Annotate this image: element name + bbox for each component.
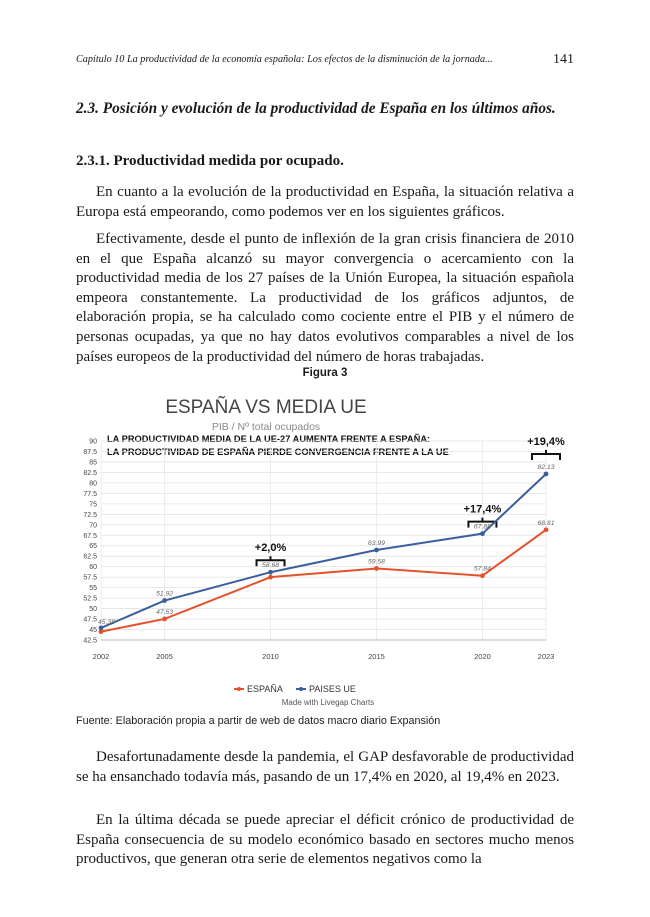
page-number: 141 [553,52,574,67]
data-label: 51.92 [156,590,174,598]
gap-label: +2,0% [254,542,287,555]
series-line [101,474,546,628]
y-tick-label: 45 [89,627,97,635]
data-point [162,598,167,603]
annotation-line: LA PRODUCTIVIDAD MEDIA DE LA UE-27 AUMENTA FRENTE A ESPAÑA: [107,434,431,444]
subsection-title: 2.3.1. Productividad medida por ocupado. [76,153,344,169]
y-tick-label: 50 [89,606,97,614]
data-point [268,575,273,580]
figure-source: Fuente: Elaboración propia a partir de web de datos macro diario Expansión [76,715,441,727]
x-tick-label: 2020 [474,652,491,661]
x-tick-label: 2023 [537,652,555,661]
y-tick-label: 72.5 [83,511,97,519]
y-tick-label: 85 [89,459,97,467]
y-tick-label: 90 [89,438,97,446]
data-point [544,527,549,532]
data-point [374,548,379,553]
paragraph: Efectivamente, desde el punto de inflexión de la gran crisis financiera de 2010 en el que España alcanzó su mayor convergencia o acercamiento con la productividad media de los 27 países de la Unión Europea, la situación española empeora constantemente. La productividad de los gráficos adjuntos, de elaboración propia, se ha calculado como cociente entre el PIB y el número de personas ocupadas, ya que no hay datos evolutivos comparables a nivel de los países europeos de la productividad del número de horas trabajadas. [76,231,574,365]
data-point [99,626,104,631]
x-tick-label: 2015 [368,652,385,661]
y-tick-label: 62.5 [83,553,97,561]
gap-label: +19,4% [527,435,565,448]
chart-credit: Made with Livegap Charts [281,698,375,707]
y-tick-label: 47.5 [83,616,97,624]
y-tick-label: 80 [89,480,97,488]
chart [76,386,576,712]
gap-label: +17,4% [463,503,502,516]
paragraph: En cuanto a la evolución de la productividad en España, la situación relativa a Europa está empeorando, como podemos ver en los siguientes gráficos. [76,184,574,220]
section-title: 2.3. Posición y evolución de la productividad de España en los últimos años. [76,100,556,117]
data-point [268,570,273,575]
data-point [544,472,549,477]
y-tick-label: 42.5 [83,637,97,645]
data-label: 58.68 [262,562,280,570]
y-tick-label: 57.5 [83,574,97,582]
data-label: 82.13 [537,463,555,471]
x-tick-label: 2002 [92,652,110,661]
data-label: 59.58 [367,558,385,566]
data-label: 45.38 [98,618,116,626]
legend-label: PAISES UE [309,684,356,694]
paragraph: Desafortunadamente desde la pandemia, el GAP desfavorable de productividad se ha ensanchado todavía más, pasando de un 17,4% en 2020, al 19,4% en 2023. [76,749,574,785]
data-point [374,566,379,571]
y-tick-label: 77.5 [83,490,97,498]
annotation-line: LA PRODUCTIVIDAD DE ESPAÑA PIERDE CONVERGENCIA FRENTE A LA UE [107,447,449,457]
y-tick-label: 82.5 [83,469,97,477]
chart-subtitle: PIB / Nº total ocupados [211,421,321,433]
data-point [162,617,167,622]
y-tick-label: 87.5 [83,448,97,456]
legend-marker [299,687,303,691]
y-tick-label: 60 [89,564,97,572]
y-tick-label: 70 [89,522,97,530]
y-tick-label: 65 [89,543,97,551]
running-head [76,52,574,70]
series-line [101,530,546,632]
data-label: 57.84 [473,565,491,573]
legend-marker [237,687,241,691]
data-label: 47.53 [156,608,174,616]
data-point [480,531,485,536]
y-tick-label: 67.5 [83,532,97,540]
paragraph: En la última década se puede apreciar el déficit crónico de productividad de España consecuencia de su modelo económico basado en sectores mucho menos productivos, que generan otra serie de elementos negativos como la [76,812,574,868]
y-tick-label: 75 [89,501,97,509]
y-tick-label: 52.5 [83,595,97,603]
data-label: 68.81 [537,519,555,527]
y-tick-label: 55 [89,585,97,593]
running-title: Capítulo 10 La productividad de la economía española: Los efectos de la disminución de la jornada... [76,54,493,65]
chart-title: ESPAÑA VS MEDIA UE [165,397,367,418]
figure-label: Figura 3 [302,367,348,379]
data-label: 67.88 [473,523,491,531]
data-point [480,573,485,578]
x-tick-label: 2005 [156,652,173,661]
data-label: 63.99 [367,539,385,547]
legend-label: ESPAÑA [247,684,283,694]
x-tick-label: 2010 [262,652,279,661]
chart-svg [76,386,576,712]
